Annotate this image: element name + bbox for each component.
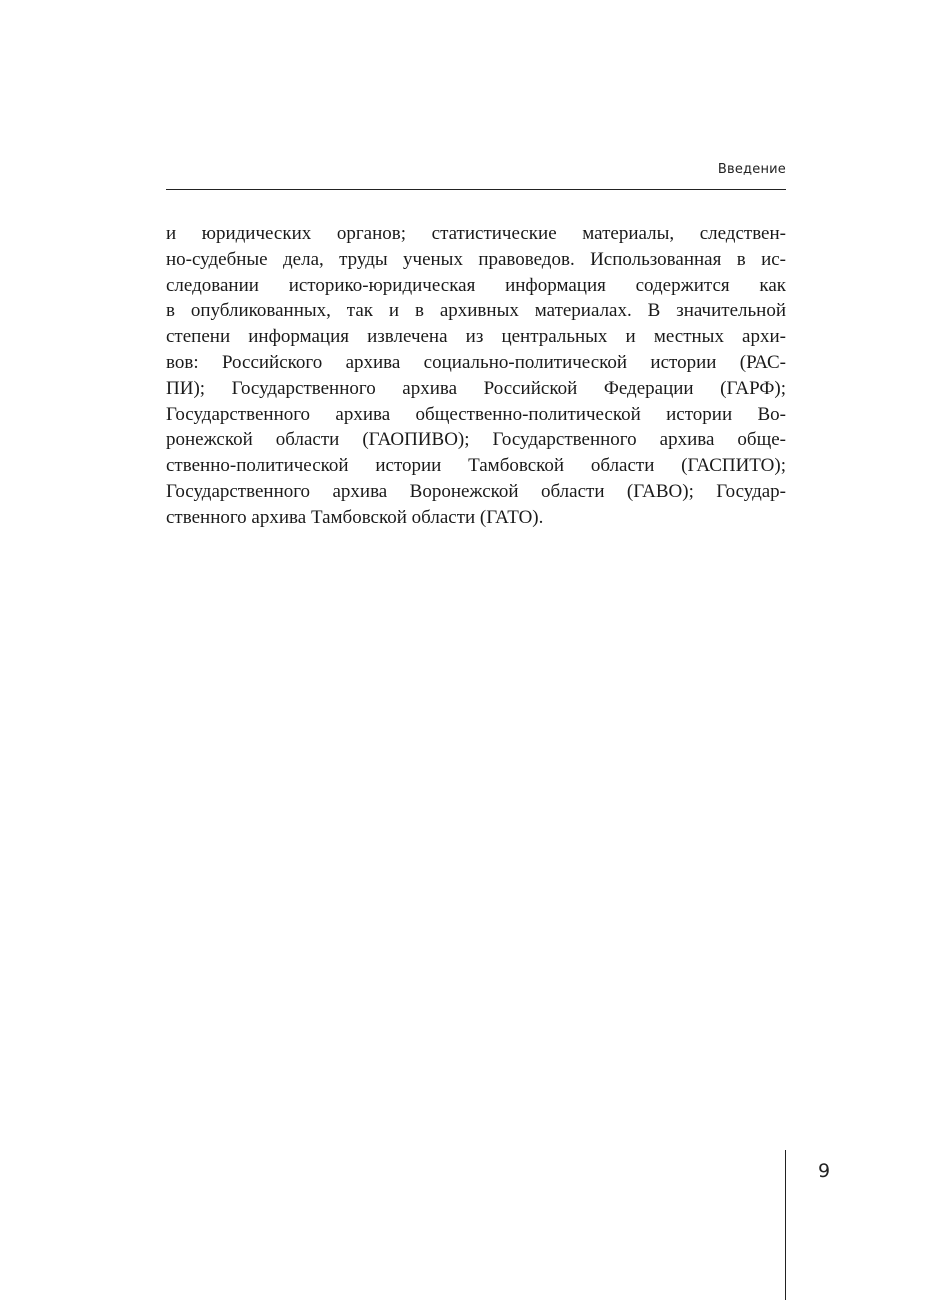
body-line: и юридических органов; статистические материалы, следствен- xyxy=(166,223,786,244)
page-number: 9 xyxy=(818,1160,831,1182)
body-line: ПИ); Государственного архива Российской Федерации (ГАРФ); xyxy=(166,377,786,399)
page-number-rule xyxy=(785,1150,786,1300)
body-line: но-судебные дела, труды ученых правоведов. Использованная в ис- xyxy=(166,248,786,270)
body-line: ственно-политической истории Тамбовской области (ГАСПИТО); xyxy=(166,455,786,477)
body-line: Государственного архива Воронежской области (ГАВО); Государ- xyxy=(166,480,786,502)
body-text xyxy=(166,221,786,531)
body-line: вов: Российского архива социально-политической истории (РАС- xyxy=(166,351,786,373)
running-head: Введение xyxy=(717,162,786,177)
body-line: ственного архива Тамбовской области (ГАТО). xyxy=(166,506,544,528)
body-line: в опубликованных, так и в архивных материалах. В значительной xyxy=(166,300,786,322)
header-rule xyxy=(166,189,786,190)
body-line: Государственного архива общественно-политической истории Во- xyxy=(166,403,786,425)
body-line: степени информация извлечена из центральных и местных архи- xyxy=(166,326,786,348)
body-line: ронежской области (ГАОПИВО); Государственного архива обще- xyxy=(166,429,786,451)
body-line: следовании историко-юридическая информация содержится как xyxy=(166,274,786,296)
